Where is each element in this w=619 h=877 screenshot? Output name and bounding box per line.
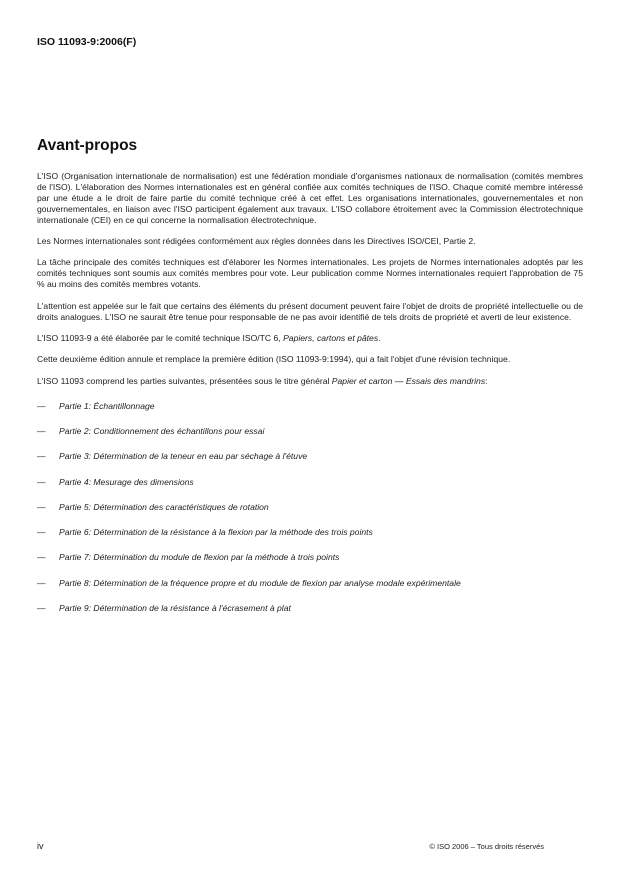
paragraph-edition: Cette deuxième édition annule et remplace la première édition (ISO 11093-9:1994), qui a fait l'objet d'une révision technique. xyxy=(37,354,511,365)
part-label: Partie 5: Détermination des caractéristiques de rotation xyxy=(59,501,269,512)
list-item-part-5 xyxy=(37,502,583,527)
foreword-body xyxy=(37,171,583,628)
parts-intro-text: L'ISO 11093 comprend les parties suivantes, présentées sous le titre général xyxy=(37,375,332,386)
committee-name: Papiers, cartons et pâtes xyxy=(283,332,379,343)
paragraph-technical-committees: La tâche principale des comités techniques est d'élaborer les Normes internationales. Les projets de Normes internationales adoptés par les comités techniques sont soumis aux comités membres pour vote. Leur publication comme Normes internationales requiert l'approbation de 75 % au moins des comités membres votants. xyxy=(37,257,583,290)
copyright-notice: © ISO 2006 – Tous droits réservés xyxy=(429,842,544,851)
paragraph-directives: Les Normes internationales sont rédigées conformément aux règles données dans les Directives ISO/CEI, Partie 2. xyxy=(37,236,476,247)
part-label: Partie 7: Détermination du module de flexion par la méthode à trois points xyxy=(59,552,340,563)
parts-intro-suffix: : xyxy=(485,375,488,386)
em-dash-bullet: — xyxy=(37,476,46,487)
part-label: Partie 1: Échantillonnage xyxy=(59,400,155,411)
part-label: Partie 9: Détermination de la résistance à l'écrasement à plat xyxy=(59,603,291,614)
em-dash-bullet: — xyxy=(37,577,46,588)
list-item-part-8 xyxy=(37,578,583,603)
part-label: Partie 4: Mesurage des dimensions xyxy=(59,476,194,487)
part-label: Partie 2: Conditionnement des échantillons pour essai xyxy=(59,425,265,436)
part-label: Partie 8: Détermination de la fréquence propre et du module de flexion par analyse modale expérimentale xyxy=(59,577,461,588)
part-label: Partie 6: Détermination de la résistance à la flexion par la méthode des trois points xyxy=(59,527,373,538)
em-dash-bullet: — xyxy=(37,425,46,436)
em-dash-bullet: — xyxy=(37,501,46,512)
list-item-part-7 xyxy=(37,552,583,577)
list-item-part-1 xyxy=(37,401,583,426)
list-item-part-9 xyxy=(37,603,583,628)
general-title: Papier et carton — Essais des mandrins xyxy=(331,375,486,386)
em-dash-bullet: — xyxy=(37,451,46,462)
page-number: iv xyxy=(37,841,44,851)
em-dash-bullet: — xyxy=(37,603,46,614)
em-dash-bullet: — xyxy=(37,527,46,538)
prepared-by-suffix: . xyxy=(378,332,381,343)
paragraph-parts-intro xyxy=(37,376,583,387)
list-item-part-2 xyxy=(37,426,583,451)
prepared-by-text: L'ISO 11093-9 a été élaborée par le comité technique ISO/TC 6, xyxy=(37,332,284,343)
document-id-header: ISO 11093-9:2006(F) xyxy=(37,36,137,48)
list-item-part-6 xyxy=(37,527,583,552)
list-item-part-4 xyxy=(37,477,583,502)
list-item-part-3 xyxy=(37,451,583,476)
paragraph-prepared-by xyxy=(37,333,583,344)
em-dash-bullet: — xyxy=(37,400,46,411)
part-label: Partie 3: Détermination de la teneur en eau par séchage à l'étuve xyxy=(59,451,308,462)
parts-list xyxy=(37,401,583,629)
section-title: Avant-propos xyxy=(37,137,138,154)
em-dash-bullet: — xyxy=(37,552,46,563)
paragraph-patent-rights: L'attention est appelée sur le fait que certains des éléments du présent document peuvent faire l'objet de droits de propriété intellectuelle ou de droits analogues. L'ISO ne saurait être tenue pour responsable de ne pas avoir identifié de tels droits de propriété et averti de leur existence. xyxy=(37,300,583,322)
paragraph-iso-intro: L'ISO (Organisation internationale de normalisation) est une fédération mondiale d'organismes nationaux de normalisation (comités membres de l'ISO). L'élaboration des Normes internationales est en général confiée aux comités techniques de l'ISO. Chaque comité membre intéressé par une étude a le droit de faire partie du comité technique créé à cet effet. Les organisations internationales, gouvernementales et non gouvernementales, en liaison avec l'ISO participent également aux travaux. L'ISO collabore étroitement avec la Commission électrotechnique internationale (CEI) en ce qui concerne la normalisation électrotechnique. xyxy=(37,171,583,225)
